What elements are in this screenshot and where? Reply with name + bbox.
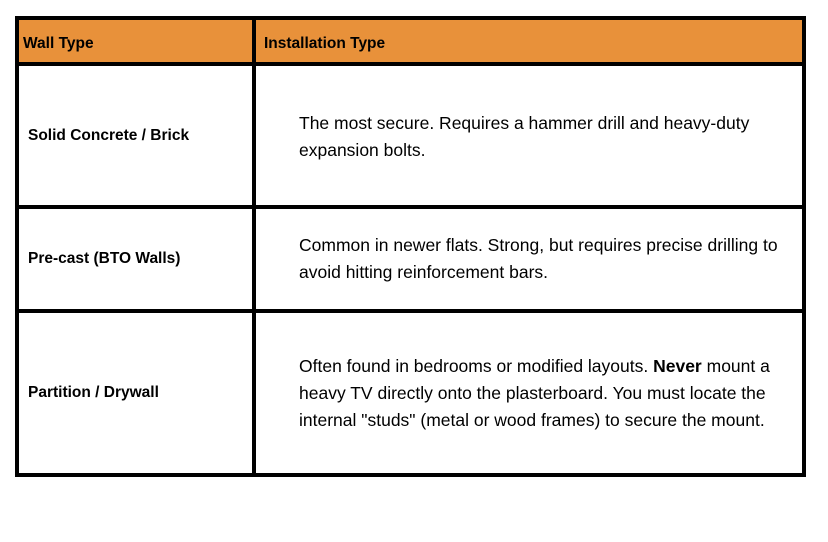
wall-type-table bbox=[16, 17, 805, 476]
description-intro-text: Often found in bedrooms or modified layouts. bbox=[299, 355, 654, 376]
table-row bbox=[18, 208, 803, 312]
installation-description-cell: Common in newer flats. Strong, but requires precise drilling to avoid hitting reinforcement bars. bbox=[255, 208, 803, 312]
description-emphasis-text: Never bbox=[653, 355, 702, 376]
table-row bbox=[18, 65, 803, 208]
header-installation-type: Installation Type bbox=[255, 19, 803, 65]
header-wall-type: Wall Type bbox=[18, 19, 255, 65]
installation-description-cell: The most secure. Requires a hammer drill and heavy-duty expansion bolts. bbox=[255, 65, 803, 208]
description-rest-text: mount a heavy TV directly onto the plasterboard. You must locate the internal "studs" (metal or wood frames) to secure the mount. bbox=[299, 355, 770, 430]
installation-description-cell bbox=[255, 312, 803, 474]
wall-type-cell: Pre-cast (BTO Walls) bbox=[18, 208, 255, 312]
wall-type-cell: Solid Concrete / Brick bbox=[18, 65, 255, 208]
table-row bbox=[18, 312, 803, 474]
table-header-row bbox=[18, 19, 803, 65]
wall-type-cell: Partition / Drywall bbox=[18, 312, 255, 474]
